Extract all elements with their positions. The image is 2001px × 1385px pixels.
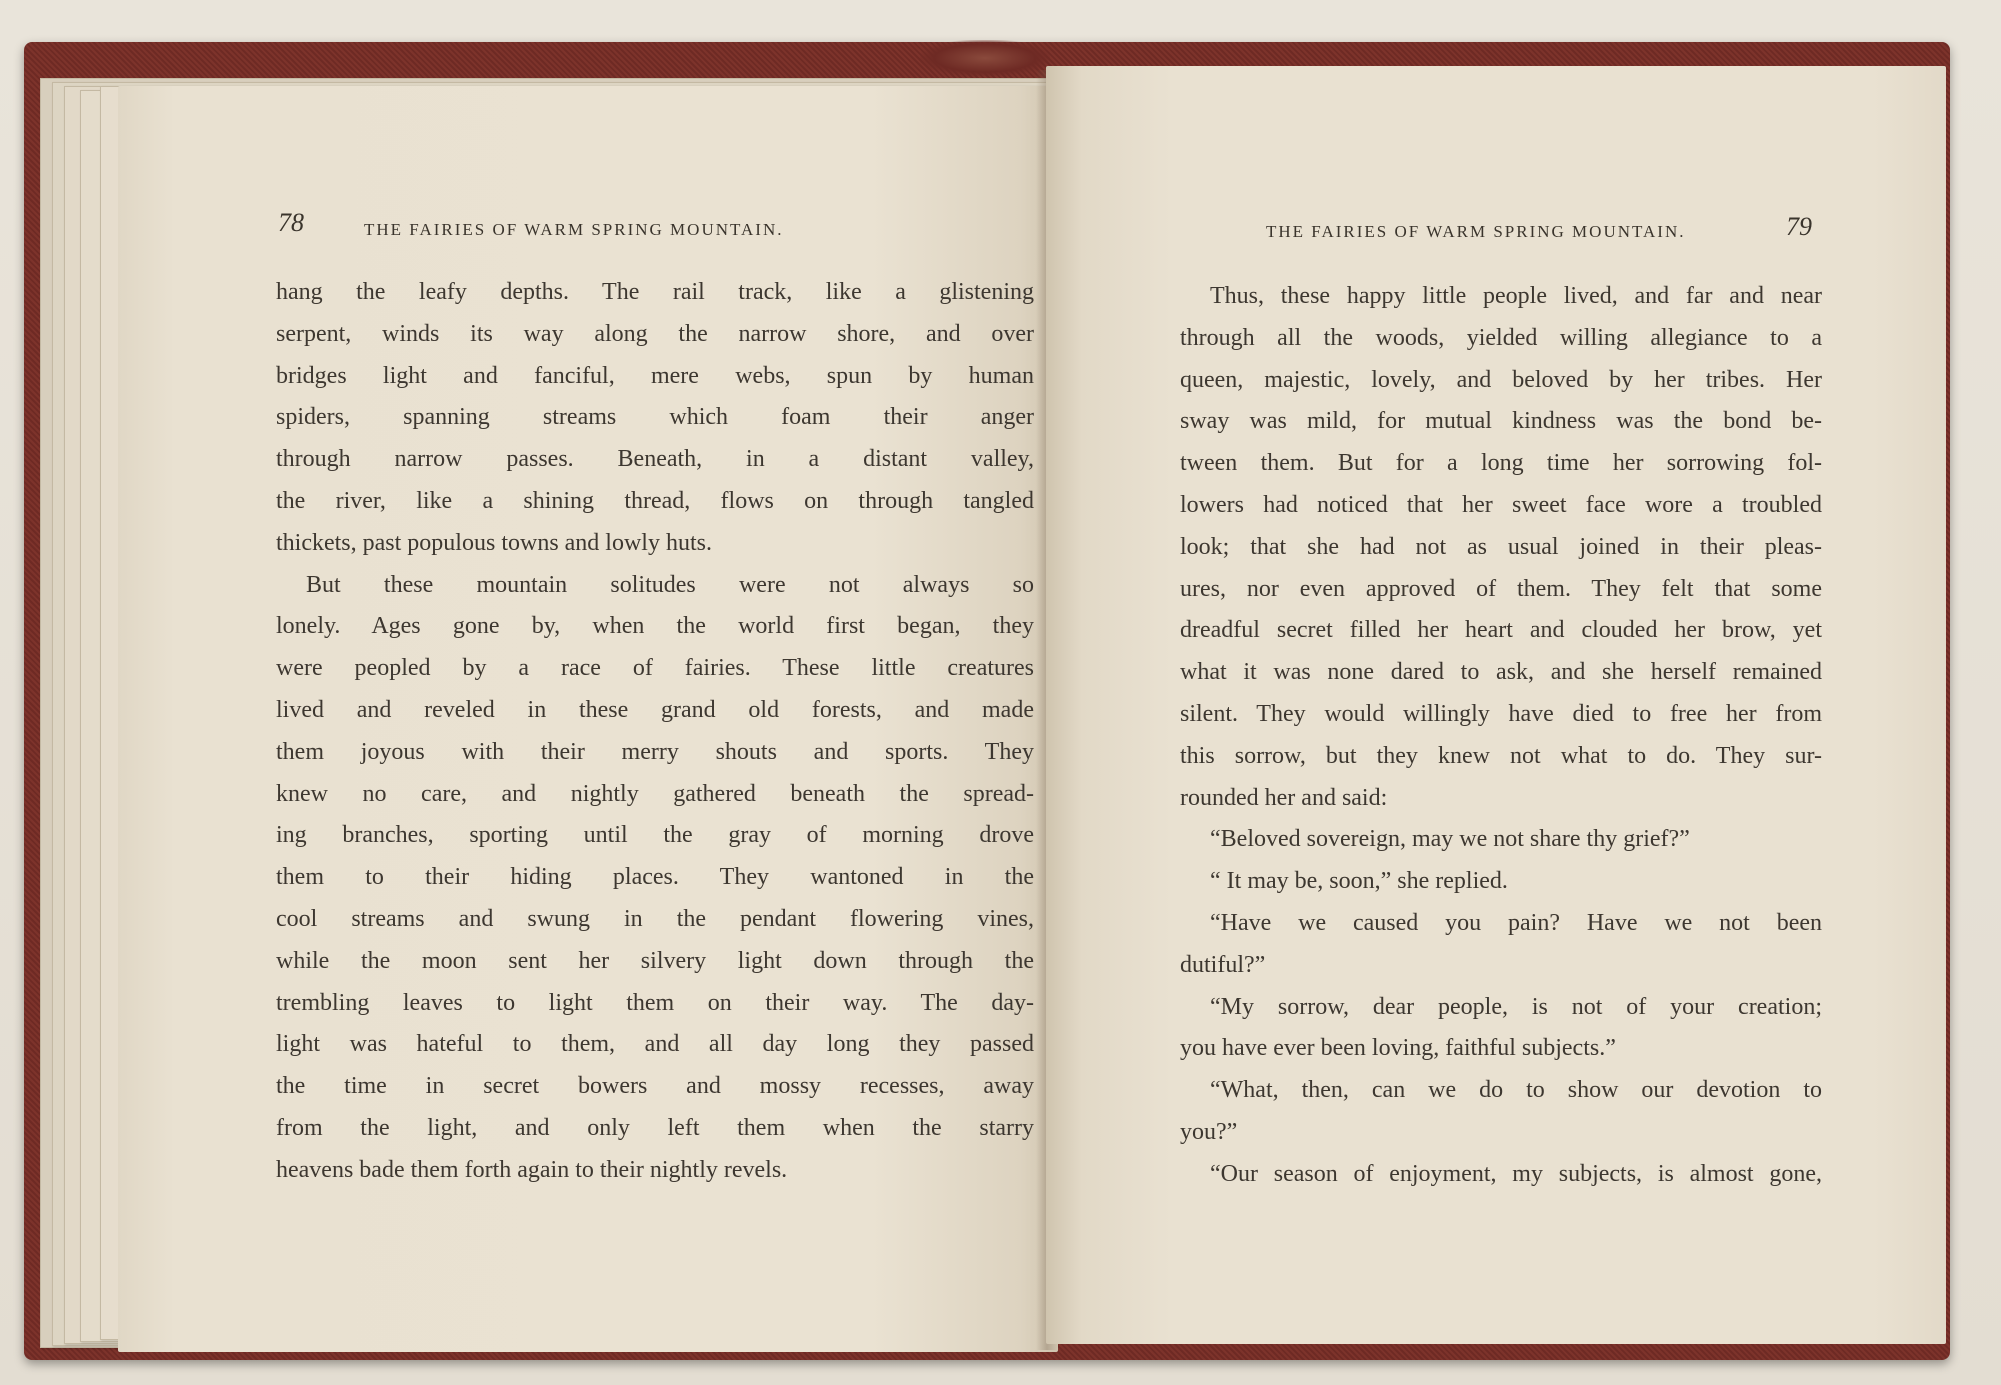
text-line: through all the woods, yielded willing allegiance to a [1180, 324, 1822, 351]
text-line: tween them. But for a long time her sorrowing fol- [1180, 450, 1822, 477]
right-page-number: 79 [1786, 212, 1812, 241]
text-line: serpent, winds its way along the narrow shore, and over [276, 320, 1034, 347]
text-line: ing branches, sporting until the gray of morning drove [276, 822, 1034, 849]
text-line: lonely. Ages gone by, when the world first began, they [276, 613, 1034, 640]
left-page-number: 78 [278, 208, 304, 237]
text-line: the river, like a shining thread, flows on through tangled [276, 487, 1034, 514]
text-line: the time in secret bowers and mossy recesses, away [276, 1073, 1034, 1100]
text-line: knew no care, and nightly gathered beneath the spread- [276, 780, 1034, 807]
text-line: them joyous with their merry shouts and sports. They [276, 738, 1034, 765]
text-line: them to their hiding places. They wantoned in the [276, 864, 1034, 891]
text-line: light was hateful to them, and all day long they passed [276, 1031, 1034, 1058]
text-line: spiders, spanning streams which foam their anger [276, 404, 1034, 431]
text-line: through narrow passes. Beneath, in a distant valley, [276, 446, 1034, 473]
right-running-head: THE FAIRIES OF WARM SPRING MOUNTAIN. [1266, 222, 1686, 241]
text-line: trembling leaves to light them on their way. The day- [276, 989, 1034, 1016]
text-line: heavens bade them forth again to their nightly revels. [276, 1156, 788, 1183]
text-line: Thus, these happy little people lived, and far and near [1210, 283, 1822, 309]
spine-wear [920, 40, 1050, 76]
right-page [1046, 66, 1946, 1344]
text-line: lowers had noticed that her sweet face wore a troubled [1180, 491, 1822, 518]
text-line: “Have we caused you pain? Have we not been [1210, 909, 1822, 936]
text-line: from the light, and only left them when the starry [276, 1114, 1034, 1141]
text-line: lived and reveled in these grand old forests, and made [276, 696, 1034, 723]
text-line: “Beloved sovereign, may we not share thy grief?” [1210, 826, 1690, 853]
text-line: “ It may be, soon,” she replied. [1210, 868, 1508, 895]
text-line: “My sorrow, dear people, is not of your creation; [1210, 993, 1822, 1020]
text-line: this sorrow, but they knew not what to do. They sur- [1180, 742, 1822, 769]
text-line: thickets, past populous towns and lowly huts. [276, 529, 712, 556]
text-line: what it was none dared to ask, and she herself remained [1180, 659, 1822, 686]
left-running-head: THE FAIRIES OF WARM SPRING MOUNTAIN. [364, 220, 784, 239]
text-line: you?” [1180, 1118, 1238, 1145]
left-page-body [276, 272, 1034, 1192]
text-line: sway was mild, for mutual kindness was the bond be- [1180, 408, 1822, 435]
text-line: ures, nor even approved of them. They felt that some [1180, 575, 1822, 602]
text-line: “What, then, can we do to show our devotion to [1210, 1077, 1822, 1104]
text-line: look; that she had not as usual joined in their pleas- [1180, 533, 1822, 560]
text-line: you have ever been loving, faithful subjects.” [1180, 1035, 1616, 1062]
text-line: were peopled by a race of fairies. These little creatures [276, 655, 1034, 682]
text-line: hang the leafy depths. The rail track, like a glistening [276, 279, 1034, 305]
left-page [118, 86, 1058, 1352]
text-line: “Our season of enjoyment, my subjects, is almost gone, [1210, 1160, 1822, 1187]
text-line: bridges light and fanciful, mere webs, spun by human [276, 362, 1034, 389]
text-line: rounded her and said: [1180, 784, 1388, 811]
text-line: dutiful?” [1180, 951, 1266, 978]
text-line: But these mountain solitudes were not always so [306, 571, 1034, 598]
right-page-body [1180, 276, 1822, 1196]
text-line: silent. They would willingly have died to free her from [1180, 700, 1822, 727]
text-line: dreadful secret filled her heart and clouded her brow, yet [1180, 617, 1822, 644]
text-line: while the moon sent her silvery light down through the [276, 947, 1034, 974]
text-line: queen, majestic, lovely, and beloved by her tribes. Her [1180, 366, 1822, 393]
text-line: cool streams and swung in the pendant flowering vines, [276, 905, 1034, 932]
